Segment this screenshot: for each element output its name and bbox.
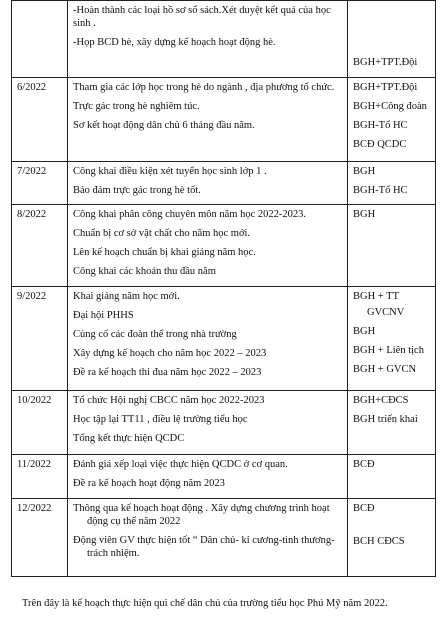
task-item: Trực gác trong hè nghiêm túc. xyxy=(73,101,200,112)
task-item: Công khai phân công chuyên môn năm học 2022-2023. xyxy=(73,209,306,220)
month-cell: 6/2022 xyxy=(12,78,68,162)
task-cell xyxy=(68,205,348,287)
task-item: Công khai điều kiện xét tuyển học sinh lớp 1 . xyxy=(73,166,267,177)
task-cell xyxy=(68,391,348,455)
responsible-cell xyxy=(348,455,436,499)
table-row xyxy=(12,391,436,455)
task-item: Tổng kết thực hiện QCDC xyxy=(73,433,185,444)
task-cell xyxy=(68,78,348,162)
responsible-cell xyxy=(348,162,436,205)
task-item: Đề ra kế hoạch thi đua năm học 2022 – 2023 xyxy=(73,367,262,378)
responsible-cell xyxy=(348,1,436,78)
task-item: Đại hội PHHS xyxy=(73,310,134,321)
responsible-cell xyxy=(348,205,436,287)
task-item: Củng cố các đoàn thể trong nhà trường xyxy=(73,329,237,340)
month-cell: 9/2022 xyxy=(12,287,68,391)
responsible-item: BGH + GVCN xyxy=(353,364,417,375)
responsible-item: BCH CĐCS xyxy=(353,536,405,547)
table-row xyxy=(12,455,436,499)
task-item: Tổ chức Hội nghị CBCC năm học 2022-2023 xyxy=(73,395,265,406)
table-row xyxy=(12,499,436,577)
responsible-item: BCĐ xyxy=(353,503,375,514)
responsible-item: BCĐ xyxy=(353,459,375,470)
month-cell: 7/2022 xyxy=(12,162,68,205)
month-cell: 12/2022 xyxy=(12,499,68,577)
responsible-cell xyxy=(348,499,436,577)
task-item: Xây dựng kế hoạch cho năm học 2022 – 2023 xyxy=(73,348,267,359)
month-cell: 11/2022 xyxy=(12,455,68,499)
responsible-item: BGH-Tổ HC xyxy=(353,185,408,196)
responsible-item: BGH + Liên tịch xyxy=(353,345,424,356)
task-item: Thông qua kế hoạch hoạt động . Xây dựng chương trình hoạt động cụ thể năm 2022 xyxy=(73,503,330,527)
task-item: Tham gia các lớp học trong hè do ngành , địa phương tổ chức. xyxy=(73,82,335,93)
responsible-item: BGH+CĐCS xyxy=(353,395,409,406)
task-cell xyxy=(68,1,348,78)
responsible-item: BGH xyxy=(353,209,376,220)
table-row xyxy=(12,78,436,162)
task-item: Đánh giá xếp loại việc thực hiện QCDC ở cơ quan. xyxy=(73,459,288,470)
task-item: Sơ kết hoạt động dân chủ 6 tháng đầu năm. xyxy=(73,120,255,131)
plan-table xyxy=(11,0,436,577)
task-item: Học tập lại TT11 , điều lệ trường tiểu học xyxy=(73,414,248,425)
responsible-cell xyxy=(348,78,436,162)
responsible-item: BGH-Tổ HC xyxy=(353,120,408,131)
responsible-item: BCĐ QCDC xyxy=(353,139,407,150)
task-item: Công khai các khoản thu đầu năm xyxy=(73,266,216,277)
table-row xyxy=(12,162,436,205)
closing-paragraph: Trên đây là kế hoạch thực hiện qui chế dân chủ của trường tiểu học Phú Mỹ năm 2022. xyxy=(22,598,388,609)
task-cell xyxy=(68,162,348,205)
task-item: -Họp BCD hè, xây dựng kế hoạch hoạt động hè. xyxy=(73,37,276,48)
task-item: Bảo đảm trực gác trong hè tốt. xyxy=(73,185,201,196)
month-cell xyxy=(12,1,68,78)
responsible-item: BGH xyxy=(353,166,376,177)
responsible-item: BGH+Công đoàn xyxy=(353,101,427,112)
task-item: Chuẩn bị cơ sở vật chất cho năm học mới. xyxy=(73,228,251,239)
task-item: Khai giảng năm học mới. xyxy=(73,291,180,302)
month-cell: 8/2022 xyxy=(12,205,68,287)
responsible-item: BGH triển khai xyxy=(353,414,418,425)
table-row xyxy=(12,287,436,391)
responsible-item: BGH xyxy=(353,326,376,337)
task-cell xyxy=(68,499,348,577)
table-row xyxy=(12,1,436,78)
responsible-item: BGH+TPT.Đội xyxy=(353,57,418,68)
responsible-item: GVCNV xyxy=(367,307,405,318)
task-item: Đề ra kế hoạch hoạt động năm 2023 xyxy=(73,478,225,489)
task-cell xyxy=(68,287,348,391)
table-row xyxy=(12,205,436,287)
responsible-cell xyxy=(348,287,436,391)
responsible-item: BGH+TPT.Đội xyxy=(353,82,418,93)
task-item: Động viên GV thực hiện tốt “ Dân chủ- kỉ cương-tình thương-trách nhiệm. xyxy=(73,535,335,559)
month-cell: 10/2022 xyxy=(12,391,68,455)
task-item: Lên kế hoạch chuẩn bị khai giảng năm học. xyxy=(73,247,256,258)
task-cell xyxy=(68,455,348,499)
responsible-cell xyxy=(348,391,436,455)
responsible-item: BGH + TT xyxy=(353,291,399,302)
task-item: -Hoàn thành các loại hồ sơ sổ sách.Xét duyệt kết quả của học sinh . xyxy=(73,5,331,29)
